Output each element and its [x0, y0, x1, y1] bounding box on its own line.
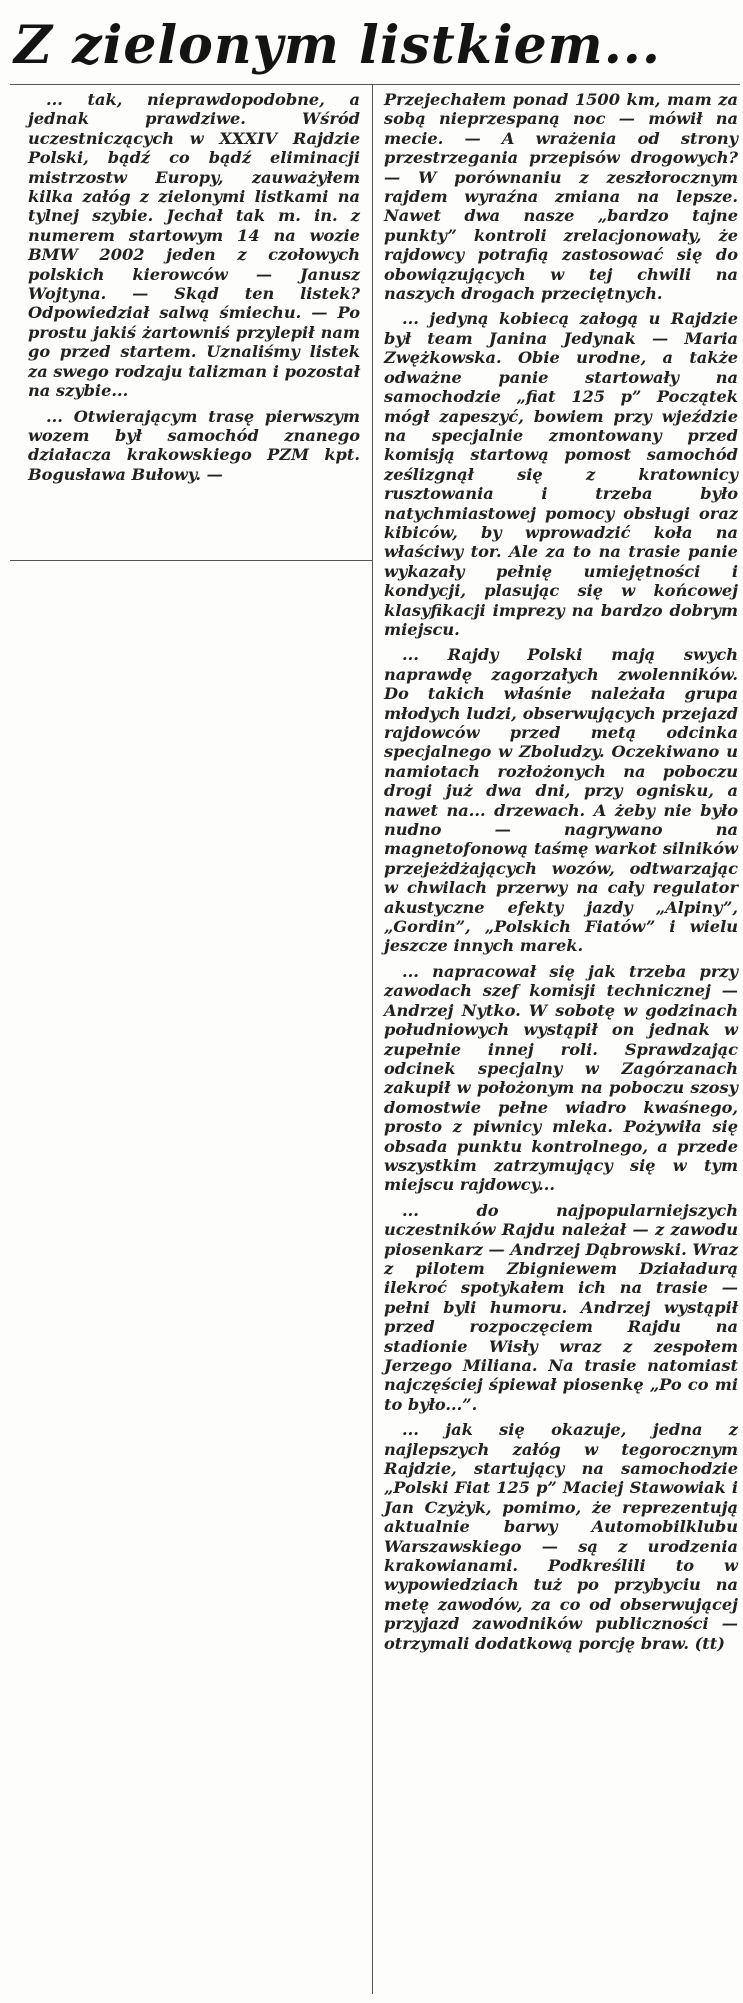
paragraph: ... Rajdy Polski mają swych naprawdę zagorzałych zwolenników. Do takich właśnie należała grupa młodych ludzi, obserwujących przejazd rajdowców przed metą odcinka specjalnego w Zboludzy. Oczekiwano u namiotach rozłożonych na poboczu drogi już dwa dni, przy ognisku, a nawet na... drzewach. A żeby nie było nudno — nagrywano na magnetofonową taśmę warkot silników przejeżdżających wozów, odtwarzając w chwilach przerwy na cały regulator akustyczne efekty jazdy „Alpiny”, „Gordin”, „Polskich Fiatów” i wielu jeszcze innych marek. — [384, 645, 738, 956]
left-column — [28, 90, 360, 490]
column-divider — [372, 84, 373, 1994]
paragraph: ... napracował się jak trzeba przy zawodach szef komisji technicznej — Andrzej Nytko. W sobotę w godzinach południowych wystąpił on jednak w zupełnie innej roli. Sprawdzając odcinek specjalny w Zagórzanach zakupił w położonym na poboczu szosy domostwie pełne wiadro kwaśnego, prosto z piwnicy mleka. Pożywiła się obsada punktu kontrolnego, a przede wszystkim zatrzymujący się w tym miejscu rajdowcy... — [384, 961, 738, 1195]
paragraph: ... Otwierającym trasę pierwszym wozem był samochód znanego działacza krakowskiego PZM kpt. Bogusława Bułowy. — — [28, 406, 360, 484]
title-divider — [10, 84, 740, 85]
paragraph: ... do najpopularniejszych uczestników Rajdu należał — z zawodu piosenkarz — Andrzej Dąbrowski. Wraz z pilotem Zbigniewem Działadurą ilekroć spotykałem ich na trasie — pełni byli humoru. Andrzej wystąpił przed rozpoczęciem Rajdu na stadionie Wisły wraz z zespołem Jerzego Miliana. Na trasie natomiast najczęściej śpiewał piosenkę „Po co mi to było...”. — [384, 1200, 739, 1414]
right-column — [384, 90, 738, 1659]
paragraph: ... jak się okazuje, jedna z najlepszych załóg w tegorocznym Rajdzie, startujący na samochodzie „Polski Fiat 125 p” Maciej Stawowiak i Jan Czyżyk, pomimo, że reprezentują aktualnie barwy Automobilklubu Warszawskiego — są z urodzenia krakowianami. Podkreślili to w wypowiedziach tuż po przybyciu na metę zawodów, za co od obserwującej przyjazd zawodników publiczności — otrzymali dodatkową porcję braw. (tt) — [384, 1420, 738, 1653]
paragraph: ... tak, nieprawdopodobne, a jednak prawdziwe. Wśród uczestniczących w XXXIV Rajdzie Polski, bądź co bądź eliminacji mistrzostw Europy, zauważyłem kilka załóg z zielonymi listkami na tylnej szybie. Jechał tak m. in. z numerem startowym 14 na wozie BMW 2002 jeden z czołowych polskich kierowców — Janusz Wojtyna. — Skąd ten listek? Odpowiedział salwą śmiechu. — Po prostu jakiś żartowniś przylepił nam go przed startem. Uznaliśmy listek za swego rodzaju talizman i pozostał na szybie... — [28, 90, 360, 401]
paragraph: Przejechałem ponad 1500 km, mam za sobą nieprzespaną noc — mówił na mecie. — A wrażenia od strony przestrzegania przepisów drogowych? — W porównaniu z zeszłorocznym rajdem wyraźna zmiana na lepsze. Nawet dwa nasze „bardzo tajne punkty” kontroli zrelacjonowały, że rajdowcy potrafią zastosować się do obowiązujących w tej chwili na naszych drogach przeciętnych. — [384, 90, 738, 304]
paragraph: ... jedyną kobiecą załogą u Rajdzie był team Janina Jedynak — Maria Zwężkowska. Obie urodne, a także odważne panie startowały na samochodzie „fiat 125 p” Początek mógł zapeszyć, bowiem przy wjeździe na specjalnie zmontowany przed komisją startową pomost samochód ześlizgnął się z kratownicy rusztowania i trzeba było natychmiastowej pomocy obsługi oraz kibiców, by wprowadzić koła na właściwy tor. Ale za to na trasie panie wykazały pełnię umiejętności i kondycji, plasując się w końcowej klasyfikacji imprezy na bardzo dobrym miejscu. — [384, 309, 738, 639]
left-column-end-rule — [10, 560, 372, 561]
article-title: Z zielonym listkiem... — [14, 15, 662, 76]
